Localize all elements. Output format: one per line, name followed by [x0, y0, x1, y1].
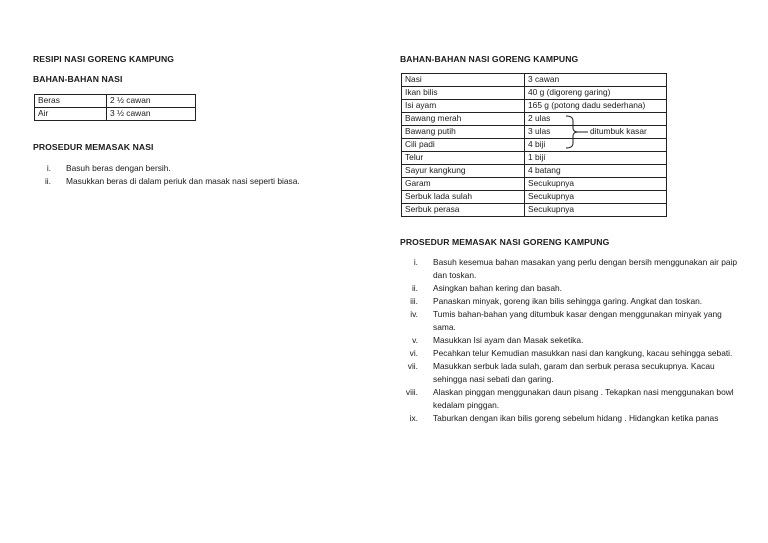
step-number: i. — [413, 257, 418, 267]
rice-procedure-list — [33, 162, 353, 188]
list-item — [400, 360, 738, 386]
table-row — [402, 191, 667, 204]
table-row — [402, 178, 667, 191]
step-number: ii. — [44, 176, 51, 186]
step-text: Masukkan serbuk lada sulah, garam dan serbuk perasa secukupnya. Kacau sehingga nasi sebati dan garing. — [433, 361, 715, 384]
pounded-note: ditumbuk kasar — [590, 126, 647, 136]
list-item — [400, 347, 738, 360]
ingredient-qty: 3 cawan — [525, 74, 667, 87]
fried-rice-ingredients-table — [401, 73, 667, 217]
ingredient-qty: Secukupnya — [525, 204, 667, 217]
ingredient-name: Isi ayam — [402, 100, 525, 113]
step-number: vii. — [407, 361, 418, 371]
step-number: viii. — [405, 387, 418, 397]
table-row — [402, 204, 667, 217]
ingredient-name: Bawang putih — [402, 126, 525, 139]
step-number: iv. — [410, 309, 418, 319]
step-text: Panaskan minyak, goreng ikan bilis sehingga garing. Angkat dan toskan. — [433, 296, 703, 306]
step-text: Basuh kesemua bahan masakan yang perlu dengan bersih menggunakan air paip dan toskan. — [433, 257, 738, 280]
step-text: Taburkan dengan ikan bilis goreng sebelum hidang . Hidangkan ketika panas — [433, 413, 719, 423]
step-text: Pecahkan telur Kemudian masukkan nasi dan kangkung, kacau sehingga sebati. — [433, 348, 733, 358]
table-row — [402, 113, 667, 126]
step-text: Masukkan beras di dalam periuk dan masak nasi seperti biasa. — [66, 176, 300, 186]
ingredient-qty: 165 g (potong dadu sederhana) — [525, 100, 667, 113]
rice-ingredients-heading: BAHAN-BAHAN NASI — [33, 74, 123, 84]
list-item — [400, 308, 738, 334]
ingredient-name: Nasi — [402, 74, 525, 87]
fried-rice-procedure-list — [400, 256, 738, 425]
ingredient-name: Sayur kangkung — [402, 165, 525, 178]
list-item — [400, 334, 738, 347]
list-item — [400, 282, 738, 295]
list-item — [400, 412, 738, 425]
fried-rice-ingredients-heading: BAHAN-BAHAN NASI GORENG KAMPUNG — [400, 54, 579, 64]
rice-ingredients-table — [34, 94, 196, 121]
step-text: Tumis bahan-bahan yang ditumbuk kasar dengan menggunakan minyak yang sama. — [433, 309, 722, 332]
rice-procedure-heading: PROSEDUR MEMASAK NASI — [33, 142, 154, 152]
table-row — [402, 100, 667, 113]
step-number: ii. — [411, 283, 418, 293]
ingredient-name: Serbuk lada sulah — [402, 191, 525, 204]
fried-rice-procedure-heading: PROSEDUR MEMASAK NASI GORENG KAMPUNG — [400, 237, 610, 247]
list-item — [400, 295, 738, 308]
step-number: v. — [412, 335, 418, 345]
list-item — [33, 175, 353, 188]
table-row — [402, 87, 667, 100]
table-row — [402, 139, 667, 152]
ingredient-qty: 3 ½ cawan — [107, 108, 196, 121]
table-row — [402, 74, 667, 87]
table-row — [402, 165, 667, 178]
ingredient-qty: 1 biji — [525, 152, 667, 165]
recipe-title: RESIPI NASI GORENG KAMPUNG — [33, 54, 175, 64]
list-item — [400, 386, 738, 412]
ingredient-name: Ikan bilis — [402, 87, 525, 100]
ingredient-name: Air — [35, 108, 107, 121]
ingredient-name: Telur — [402, 152, 525, 165]
step-number: i. — [46, 163, 51, 173]
ingredient-qty: 4 batang — [525, 165, 667, 178]
list-item — [400, 256, 738, 282]
curly-brace-icon — [565, 115, 575, 145]
ingredient-qty: 40 g (digoreng garing) — [525, 87, 667, 100]
ingredient-qty: 2 ulas — [525, 113, 667, 126]
step-text: Masukkan Isi ayam dan Masak seketika. — [433, 335, 584, 345]
step-number: ix. — [409, 413, 418, 423]
step-text: Basuh beras dengan bersih. — [66, 163, 171, 173]
ingredient-qty: Secukupnya — [525, 178, 667, 191]
table-row — [35, 108, 196, 121]
step-number: iii. — [410, 296, 418, 306]
ingredient-name: Cili padi — [402, 139, 525, 152]
ingredient-name: Beras — [35, 95, 107, 108]
ingredient-qty: 3 ulas — [525, 126, 667, 139]
ingredient-qty: 4 biji — [525, 139, 667, 152]
ingredient-name: Garam — [402, 178, 525, 191]
step-text: Asingkan bahan kering dan basah. — [433, 283, 562, 293]
ingredient-qty: Secukupnya — [525, 191, 667, 204]
ingredient-name: Bawang merah — [402, 113, 525, 126]
list-item — [33, 162, 353, 175]
step-number: vi. — [409, 348, 418, 358]
ingredient-name: Serbuk perasa — [402, 204, 525, 217]
ingredient-qty: 2 ½ cawan — [107, 95, 196, 108]
table-row — [35, 95, 196, 108]
step-text: Alaskan pinggan menggunakan daun pisang . Tekapkan nasi menggunakan bowl kedalam pinggan. — [433, 387, 734, 410]
table-row — [402, 152, 667, 165]
